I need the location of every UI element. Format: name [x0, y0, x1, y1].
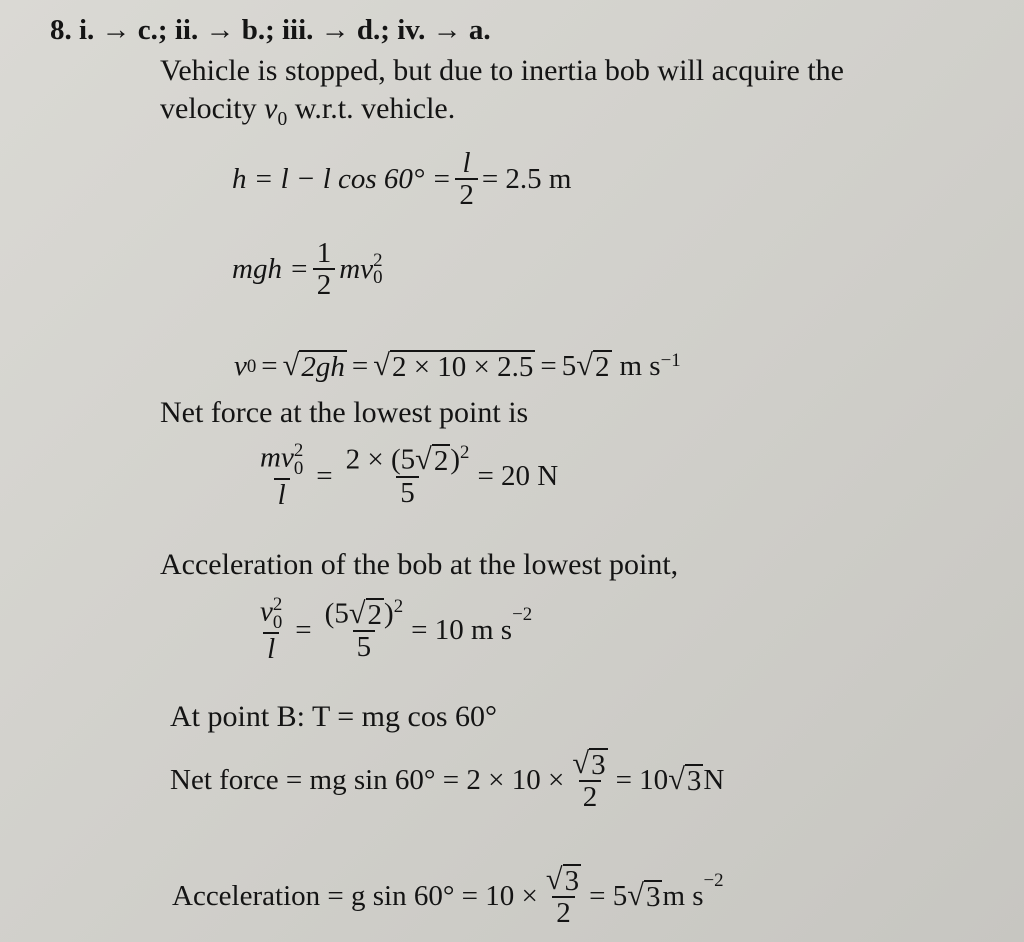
net-force-equation: mv 2 0 l = 2 × (5 √ 2 )$^2$ 5 = 20 N: [252, 442, 558, 510]
answer-matching: i. → c.; ii. → b.; iii. → d.; iv. → a.: [79, 14, 491, 46]
net-force-heading: Net force at the lowest point is: [160, 396, 529, 429]
intro-line-1: Vehicle is stopped, but due to inertia bob will acquire the: [160, 54, 844, 87]
acceleration-heading: Acceleration of the bob at the lowest point,: [160, 548, 679, 581]
sqrt-2: √ 2: [576, 348, 610, 384]
net-force-b-equation: Net force = mg sin 60° = 2 × 10 × √ 3 2 = 10 √ 3 N: [170, 746, 725, 814]
fraction-force-value: 2 × (5 √ 2 )$^2$ 5: [345, 442, 470, 510]
acceleration-b-equation: Acceleration = g sin 60° = 10 × √ 3 2 = 5 √ 3 m s $^{-2}$: [172, 862, 724, 930]
fraction-root3-over-2-accel: √ 3 2: [545, 862, 580, 930]
velocity-equation: v 0 = √ 2gh = √ 2 × 10 × 2.5 = 5 √ 2 m s −1: [234, 348, 681, 384]
fraction-root3-over-2: √ 3 2: [572, 746, 606, 814]
fraction-l-over-2: $\frac{l}{2}$: [455, 148, 478, 211]
intro-line-2: velocity $v_0$ w.r.t. vehicle.: [160, 92, 456, 130]
sqrt-2x10x2.5: √ 2 × 10 × 2.5: [373, 348, 534, 384]
sqrt-2gh: √ 2gh: [282, 348, 345, 384]
height-equation: h = l − l cos 60° = $\frac{l}{2}$ = 2.5 m: [232, 147, 572, 212]
fraction-v0sq-over-l: v 2 0 l: [260, 594, 283, 665]
acceleration-equation: v 2 0 l = (5 √ 2 )$^2$ 5 = 10 m s $^{-2}$: [252, 596, 532, 664]
fraction-mv0sq-over-l: mv 2 0 l: [260, 440, 304, 511]
fraction-accel-value: (5 √ 2 )$^2$ 5: [324, 596, 404, 664]
fraction-one-half: $\frac{1}{2}$: [313, 238, 336, 301]
energy-equation: mgh = $\frac{1}{2}$ mv 2 0: [232, 237, 383, 302]
point-b-tension: At point B: T = mg cos 60°: [170, 700, 497, 733]
answer-key: [50, 14, 491, 47]
question-number: 8.: [50, 14, 72, 46]
